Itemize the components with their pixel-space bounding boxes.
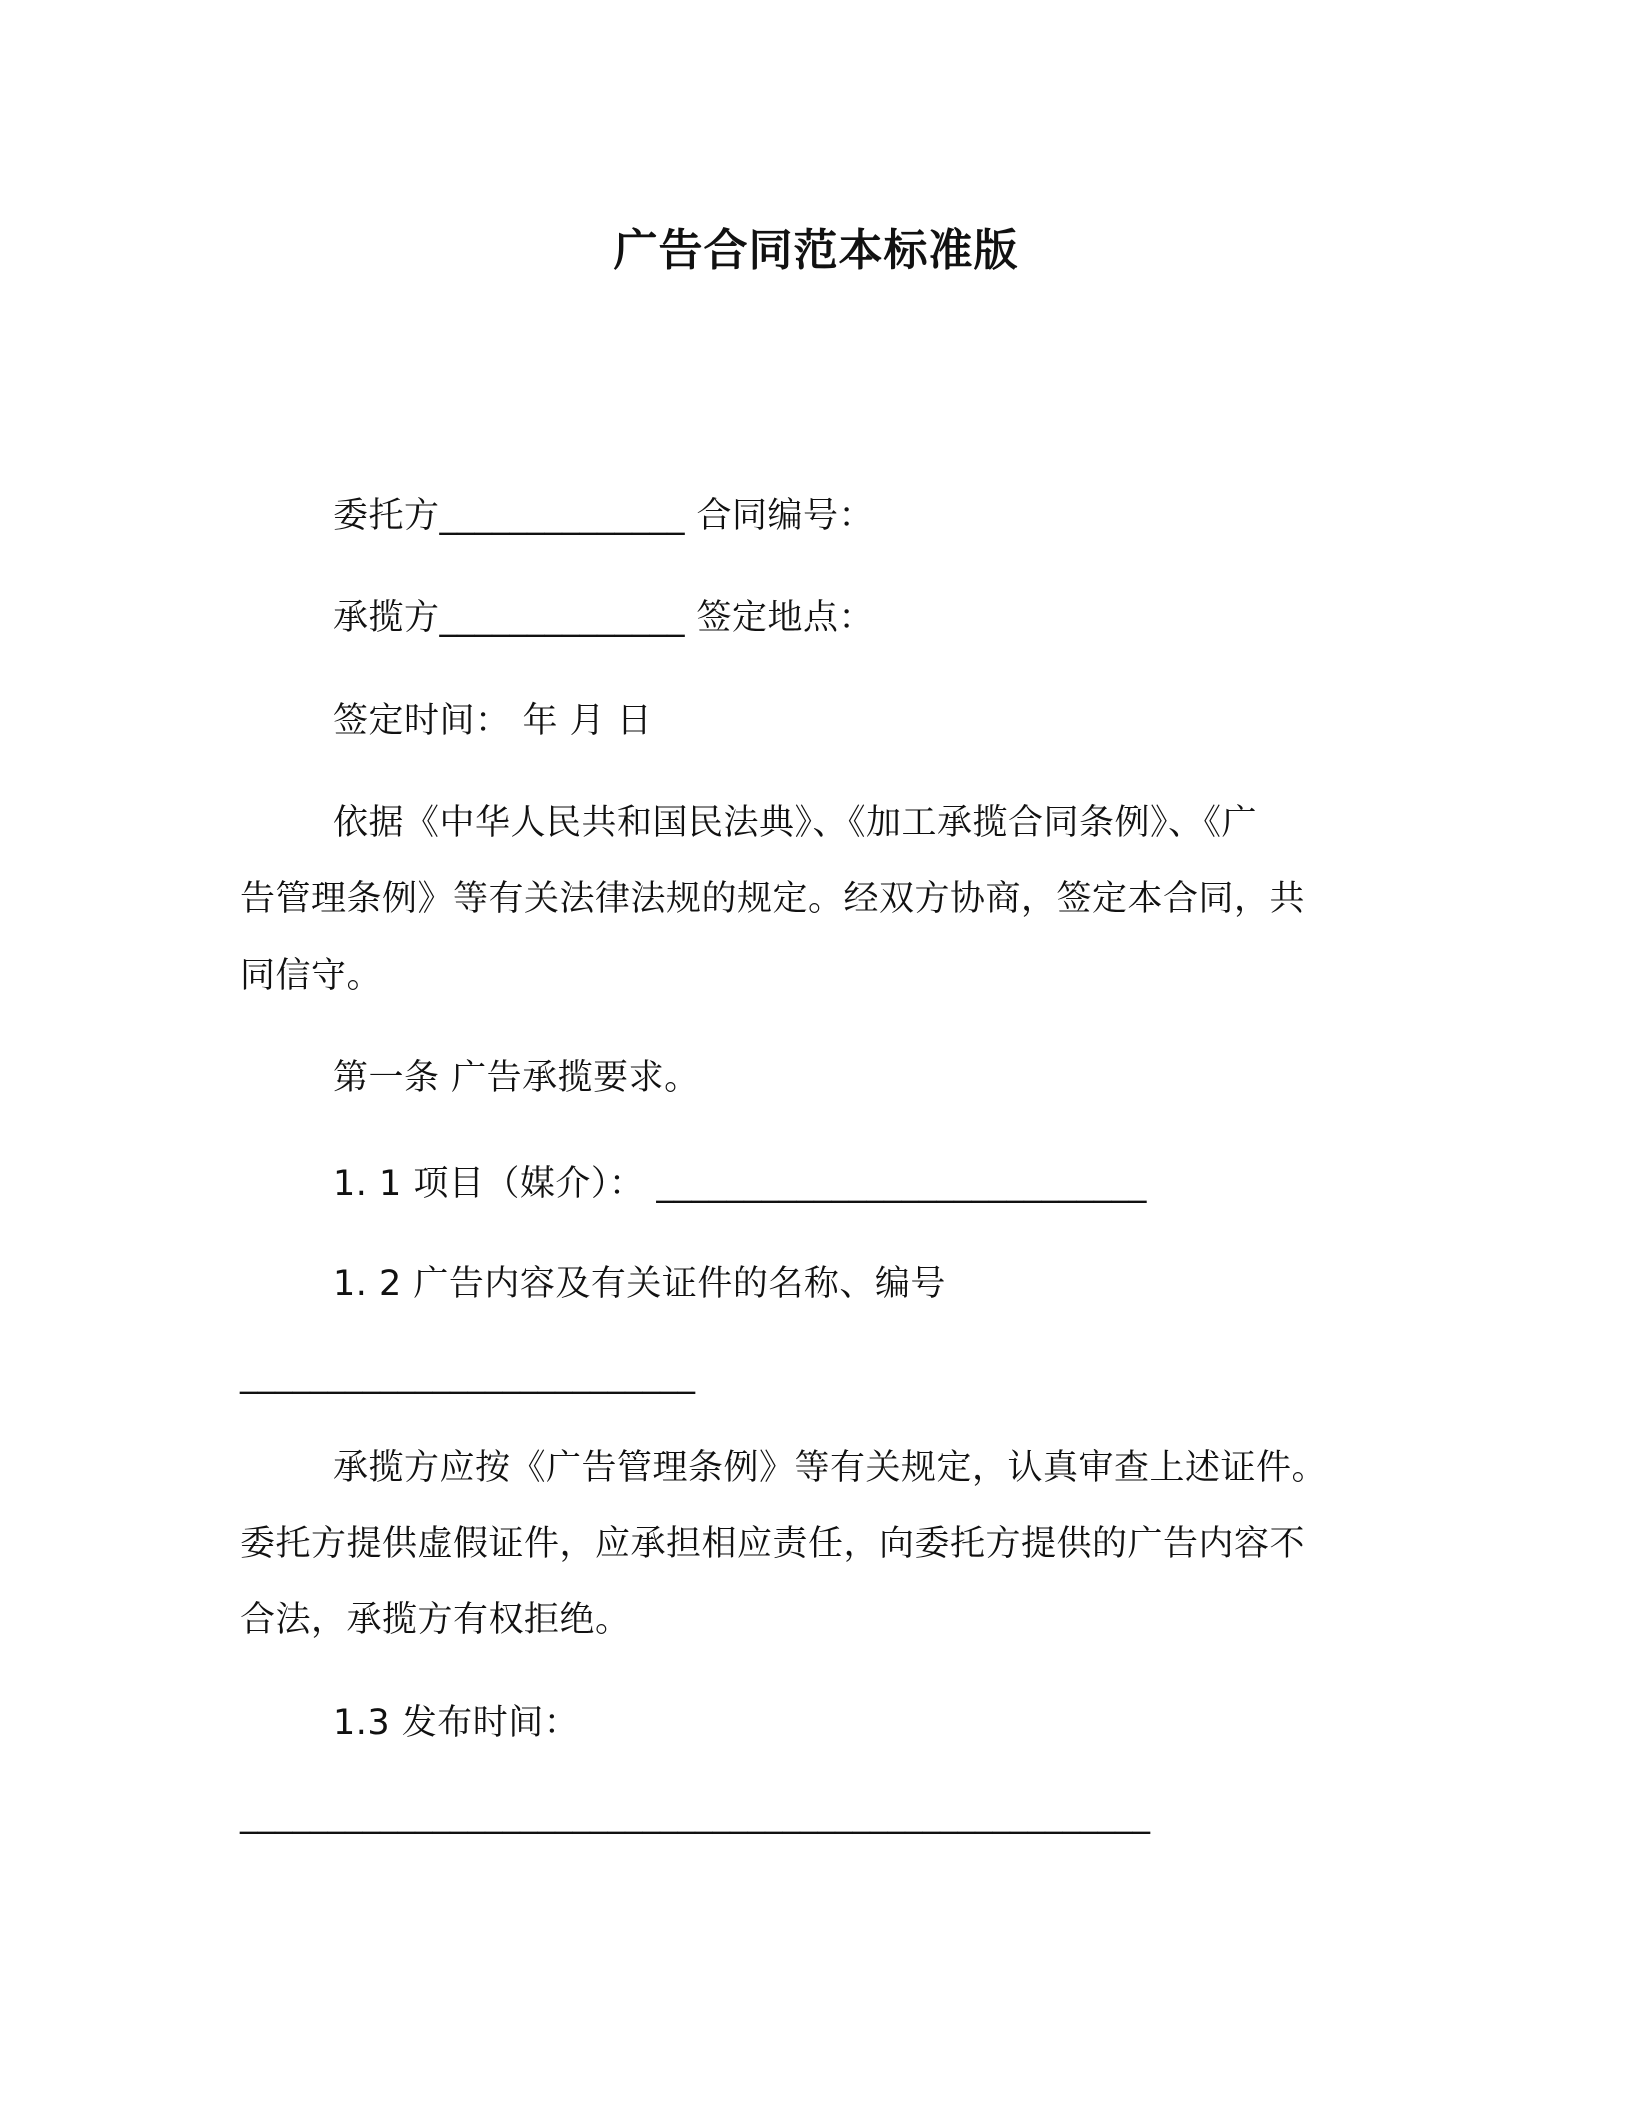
contract-no-label: 合同编号：: [696, 496, 875, 536]
signing-time-date: 年 月 日: [522, 701, 653, 741]
preamble-line-1: 依据《中华人民共和国民法典》、《加工承揽合同条例》、《广: [333, 803, 1258, 843]
item-1-3-blank: ____________________________________________________: [240, 1795, 1150, 1835]
contractor-row: [333, 595, 874, 641]
preamble-line-3: 同信守。: [240, 956, 383, 996]
signing-time-label: 签定时间：: [333, 701, 511, 741]
article-1-heading: 第一条 广告承揽要求。: [333, 1058, 700, 1098]
article-1-para-line-1: 承揽方应按《广告管理条例》等有关规定，认真审查上述证件。: [333, 1448, 1328, 1488]
entrusting-party-row: [333, 493, 874, 539]
preamble-line-2: 告管理条例》等有关法律法规的规定。经双方协商，签定本合同，共: [240, 879, 1306, 919]
entrusting-party-blank: ______________: [439, 496, 685, 536]
entrusting-party-label: 委托方: [333, 496, 440, 536]
item-1-2-label: 1. 2 广告内容及有关证件的名称、编号: [333, 1264, 946, 1304]
article-1-para-line-3: 合法，承揽方有权拒绝。: [240, 1600, 631, 1640]
signing-place-label: 签定地点：: [696, 598, 875, 638]
item-1-2-blank: __________________________: [240, 1355, 695, 1395]
item-1-3-label: 1.3 发布时间：: [333, 1703, 580, 1743]
item-1-1-row: [333, 1161, 1146, 1207]
document-title: 广告合同范本标准版: [613, 225, 1019, 276]
item-1-1-label: 1. 1 项目（媒介）：: [333, 1164, 645, 1204]
contractor-blank: ______________: [439, 598, 685, 638]
contractor-label: 承揽方: [333, 598, 440, 638]
article-1-para-line-2: 委托方提供虚假证件，应承担相应责任，向委托方提供的广告内容不: [240, 1524, 1306, 1564]
item-1-1-blank: ____________________________: [656, 1164, 1147, 1204]
signing-time-row: [333, 698, 652, 744]
